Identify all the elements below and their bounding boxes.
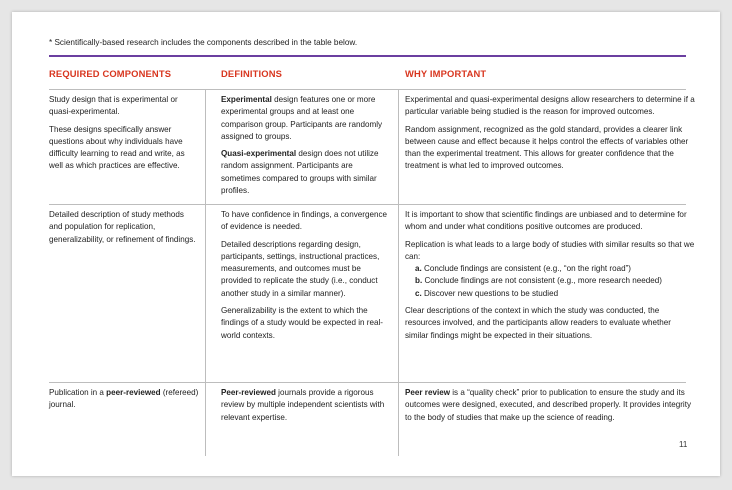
cell-text: Detailed descriptions regarding design, participants, settings, instructional practices, measurements, and outcomes must be provided to replicate the study (i.e., conduct another study in a similar manner).	[221, 239, 380, 298]
cell-text: Generalizability is the extent to which the findings of a study would be expected in real-world contexts.	[221, 306, 383, 340]
cell-text: Detailed description of study methods and population for replication, generalizability, or refinement of findings.	[49, 210, 196, 244]
cell-text: It is important to show that scientific findings are unbiased and to determine for whom and under what conditions positive outcomes are produced.	[405, 210, 687, 232]
column-header-definitions: DEFINITIONS	[221, 68, 283, 79]
document-page	[12, 12, 720, 476]
cell-text: Study design that is experimental or quasi-experimental.	[49, 95, 178, 117]
row1-why-cell	[405, 94, 695, 178]
row3-definitions-cell	[221, 387, 389, 429]
row2-definitions-cell	[221, 209, 389, 347]
cell-text: Experimental and quasi-experimental designs allow researchers to determine if a particular variable being studied is the reason for improved outcomes.	[405, 95, 695, 117]
cell-text: Peer review is a “quality check” prior to publication to ensure the study and its outcomes were designed, executed, and described properly. It provides integrity to the body of studies that make up the science of reading.	[405, 388, 691, 422]
column-header-required: REQUIRED COMPONENTS	[49, 68, 172, 79]
cell-text: These designs specifically answer questions about why individuals have difficulty learning to read and write, as well as which practices are effective.	[49, 124, 185, 171]
row3-required-cell	[49, 387, 199, 417]
header-rule	[49, 55, 686, 57]
cell-text: To have confidence in findings, a convergence of evidence is needed.	[221, 210, 388, 232]
row2-required-cell	[49, 209, 199, 251]
cell-text: Random assignment, recognized as the gold standard, provides a clearer link between cause and effect because it helps control the effects of variables other than the experimental treatment. This allows for greater confidence that the treatment is what led to improved outcomes.	[405, 124, 689, 171]
cell-text: Quasi-experimental design does not utilize random assignment. Participants are sometimes compared to groups with similar profiles.	[221, 149, 379, 196]
row-divider	[49, 382, 686, 383]
cell-text: Experimental design features one or more experimental groups and at least one comparison group. Participants are randomly assigned to groups.	[221, 95, 383, 141]
column-divider	[398, 89, 399, 456]
row1-definitions-cell	[221, 94, 389, 202]
row3-why-cell	[405, 387, 695, 429]
list-item: c. Discover new questions to be studied	[415, 288, 559, 298]
row1-required-cell	[49, 94, 199, 178]
column-header-why: WHY IMPORTANT	[405, 68, 487, 79]
cell-text: Clear descriptions of the context in which the study was conducted, the resources involved, and the participants allow readers to evaluate whether similar findings might be expected in their situations.	[405, 306, 671, 340]
list-item: b. Conclude findings are not consistent (e.g., more research needed)	[415, 276, 663, 286]
page-number: 11	[679, 440, 688, 449]
cell-text: Replication is what leads to a large body of studies with similar results so that we can:	[405, 239, 695, 261]
row-divider	[49, 89, 686, 90]
column-divider	[205, 89, 206, 456]
cell-text: Publication in a peer-reviewed (refereed) journal.	[49, 388, 199, 410]
footnote-text: * Scientifically-based research includes the components described in the table below.	[49, 38, 358, 47]
cell-text: Peer-reviewed journals provide a rigorous review by multiple independent scientists with relevant expertise.	[221, 388, 385, 422]
row2-why-cell	[405, 209, 695, 347]
row-divider	[49, 204, 686, 205]
list-item: a. Conclude findings are consistent (e.g., “on the right road”)	[415, 264, 631, 274]
